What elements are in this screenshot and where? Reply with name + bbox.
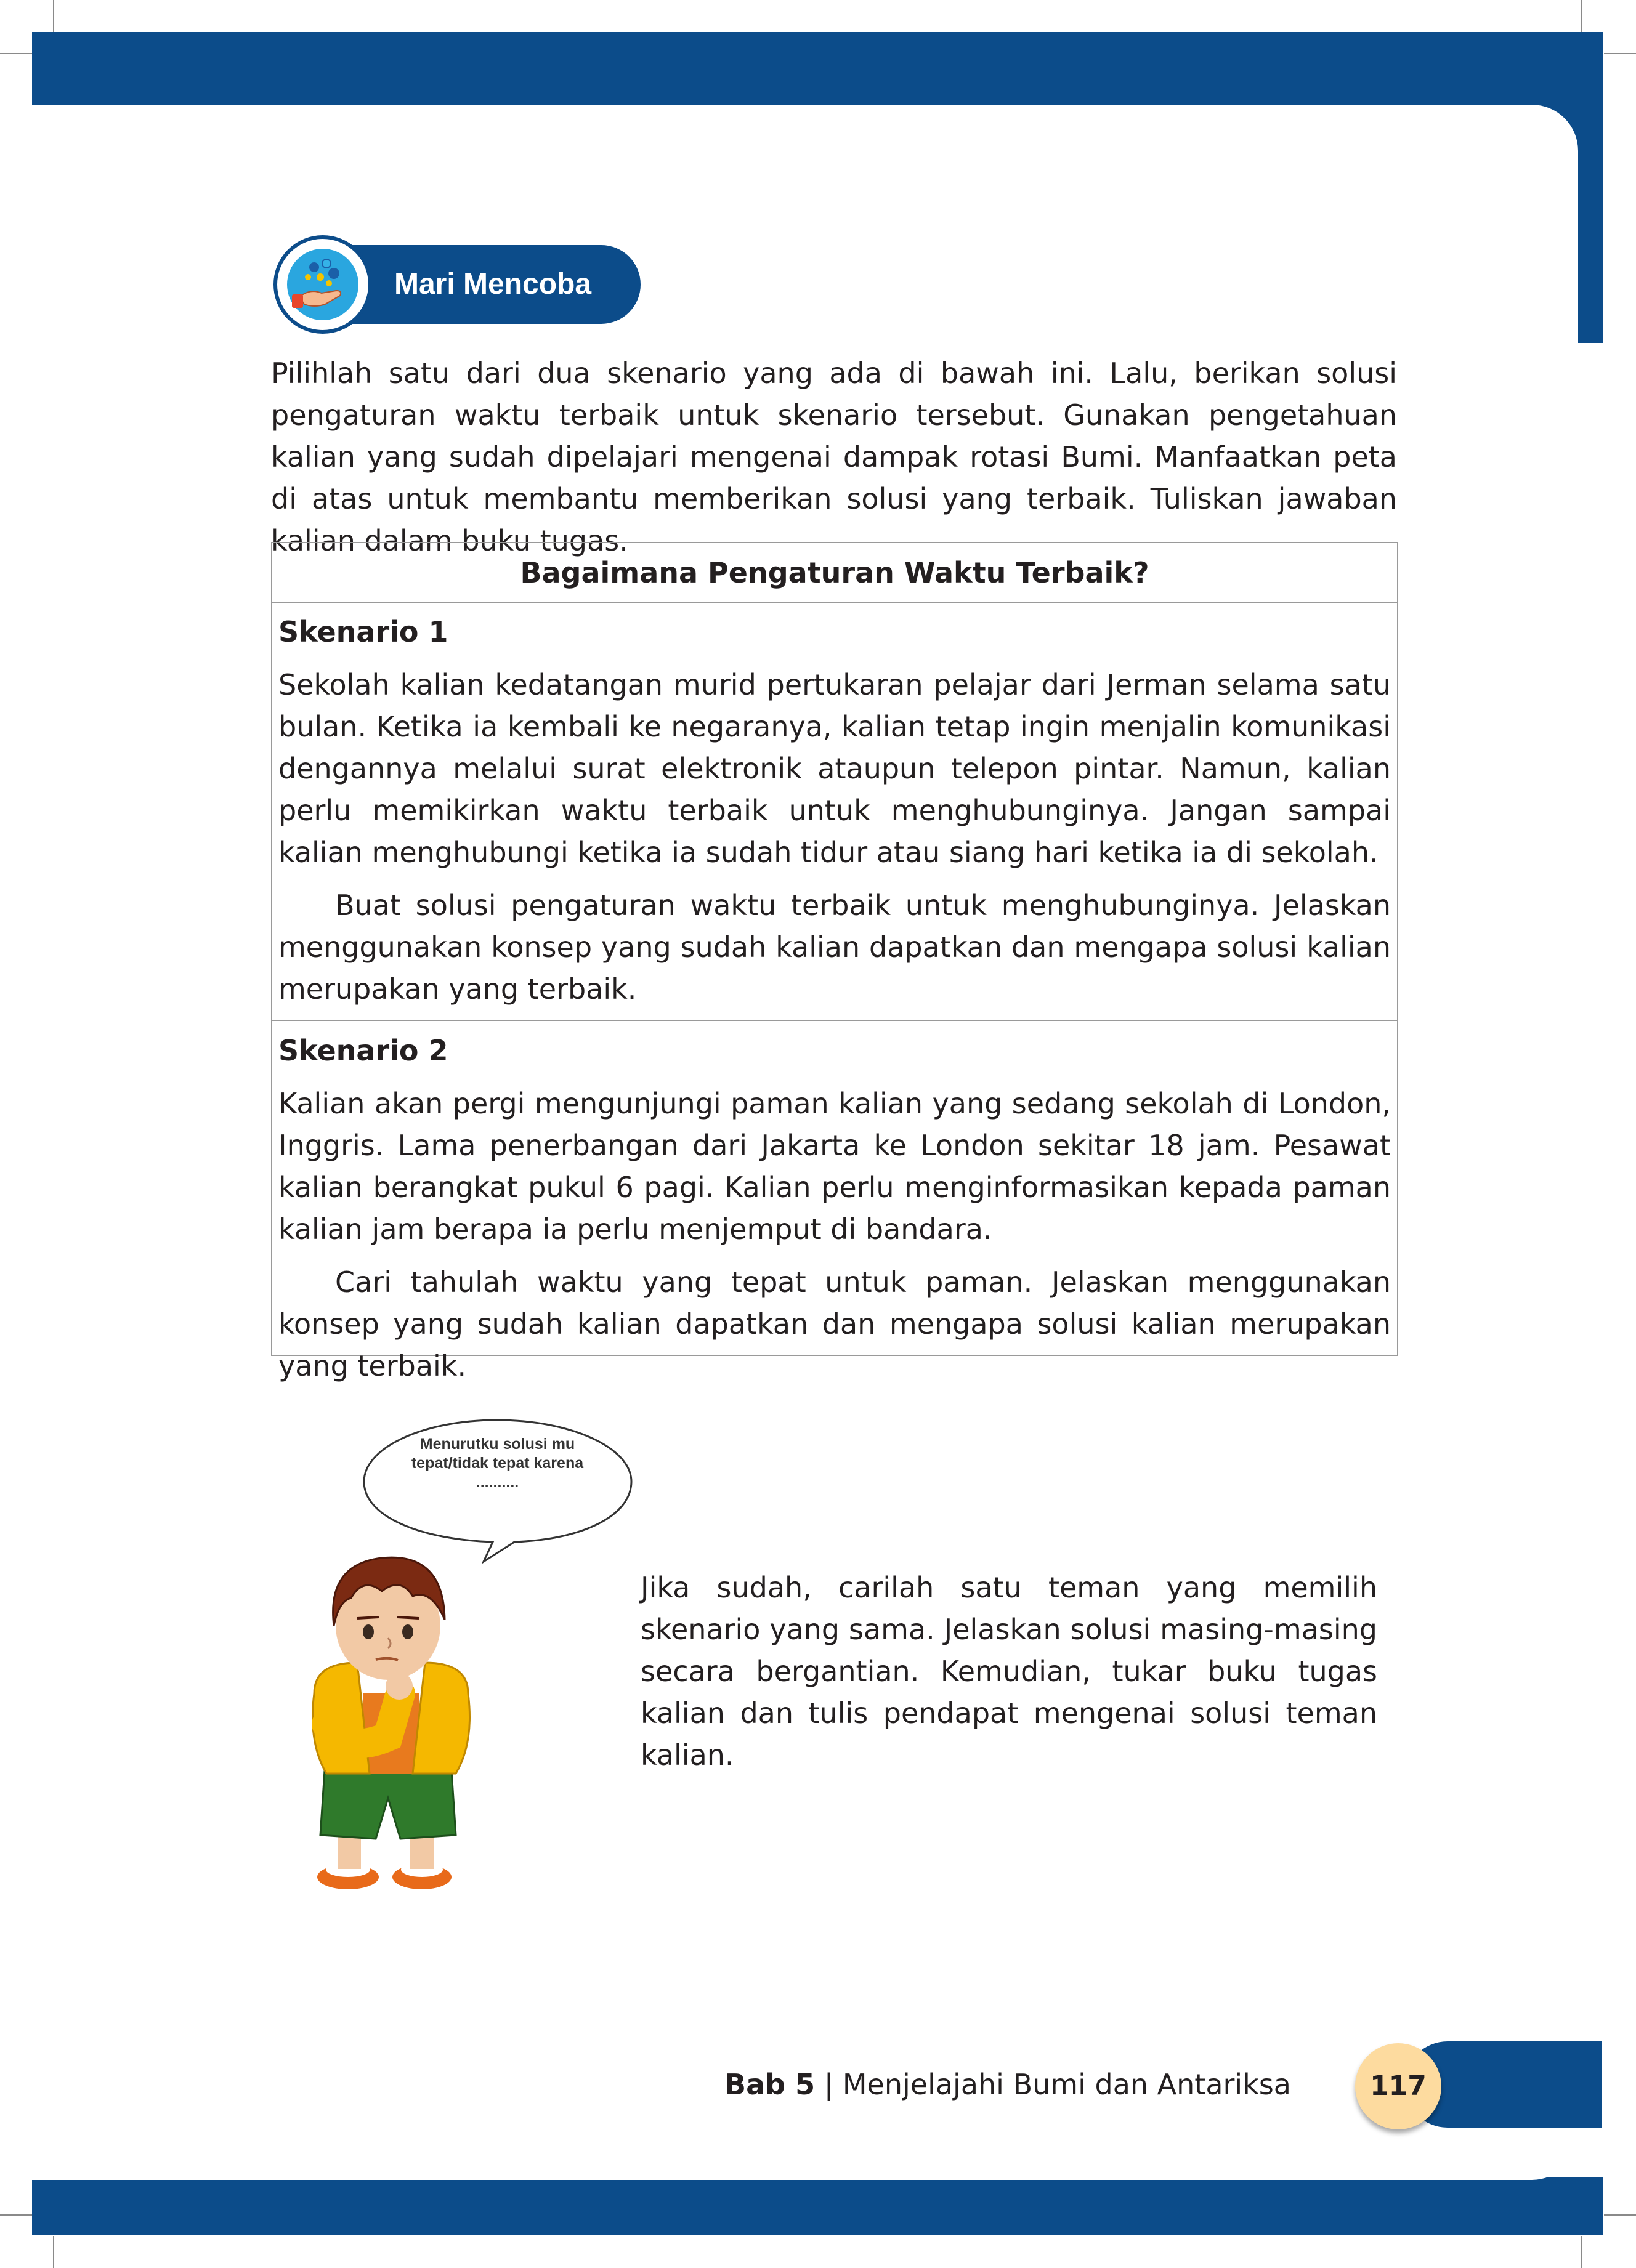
chapter-number: Bab 5: [724, 2068, 816, 2101]
scenario-description: Kalian akan pergi mengunjungi paman kalian yang sedang sekolah di London, Inggris. Lama penerbangan dari Jakarta ke London sekitar 18 jam. Pesawat kalian berangkat pukul 6 pagi. Kalian perlu menginformasikan kepada paman kalian jam berapa ia perlu menjemput di bandara.: [278, 1087, 1391, 1246]
section-title: Mari Mencoba: [394, 268, 592, 301]
scenario-task: Cari tahulah waktu yang tepat untuk paman. Jelaskan menggunakan konsep yang sudah kalian dapatkan dan mengapa solusi kalian merupakan yang terbaik.: [278, 1265, 1391, 1382]
crop-mark: [53, 2236, 54, 2268]
speech-line: tepat/tidak tepat karena: [411, 1455, 584, 1472]
crop-mark: [1604, 2214, 1636, 2216]
footer-separator: |: [815, 2068, 843, 2101]
crop-mark: [1581, 0, 1582, 32]
crop-mark: [0, 2214, 32, 2216]
scenario-title: Skenario 2: [278, 1034, 448, 1067]
hand-holding-orbs-icon: [273, 235, 372, 334]
speech-line: ..........: [476, 1474, 519, 1491]
scenario-2: [278, 1030, 1391, 1387]
page-body-bottom-curve: [32, 2118, 1578, 2180]
speech-line: Menurutku solusi mu: [419, 1435, 575, 1453]
chapter-title: Menjelajahi Bumi dan Antariksa: [842, 2068, 1291, 2101]
crop-mark: [1581, 2236, 1582, 2268]
table-divider: [272, 1020, 1397, 1021]
scenario-description: Sekolah kalian kedatangan murid pertukaran pelajar dari Jerman selama satu bulan. Ketika ia kembali ke negaranya, kalian tetap ingin menjalin komunikasi dengannya melalui surat elektronik ataupun telepon pintar. Namun, kalian perlu memikirkan waktu terbaik untuk menghubunginya. Jangan sampai kalian menghubungi ketika ia sudah tidur atau siang hari ketika ia di sekolah.: [278, 668, 1391, 869]
crop-mark: [53, 0, 54, 32]
crop-mark: [1604, 53, 1636, 54]
scenario-1: [278, 611, 1391, 1010]
scenario-title: Skenario 1: [278, 615, 448, 648]
reflection-paragraph: Jika sudah, carilah satu teman yang memilih skenario yang sama. Jelaskan solusi masing-masing secara bergantian. Kemudian, tukar buku tugas kalian dan tulis pendapat mengenai solusi teman kalian.: [641, 1571, 1377, 1772]
scenario-task: Buat solusi pengaturan waktu terbaik untuk menghubunginya. Jelaskan menggunakan konsep yang sudah kalian dapatkan dan mengapa solusi kalian merupakan yang terbaik.: [278, 889, 1391, 1006]
scenario-table: [271, 542, 1398, 1382]
page-number: 117: [1355, 2043, 1441, 2129]
table-header: Bagaimana Pengaturan Waktu Terbaik?: [272, 543, 1397, 603]
chapter-footer: [724, 2060, 1291, 2109]
crop-mark: [0, 53, 32, 54]
intro-paragraph: Pilihlah satu dari dua skenario yang ada di bawah ini. Lalu, berikan solusi pengaturan waktu terbaik untuk skenario tersebut. Gunakan pengetahuan kalian yang sudah dipelajari mengenai dampak rotasi Bumi. Manfaatkan peta di atas untuk membantu memberikan solusi yang terbaik. Tuliskan jawaban kalian dalam buku tugas.: [271, 357, 1397, 557]
speech-bubble-text: [382, 1435, 613, 1492]
boy-thinking-illustration: [290, 1540, 493, 1891]
bottom-frame-bar: [32, 2177, 1603, 2235]
